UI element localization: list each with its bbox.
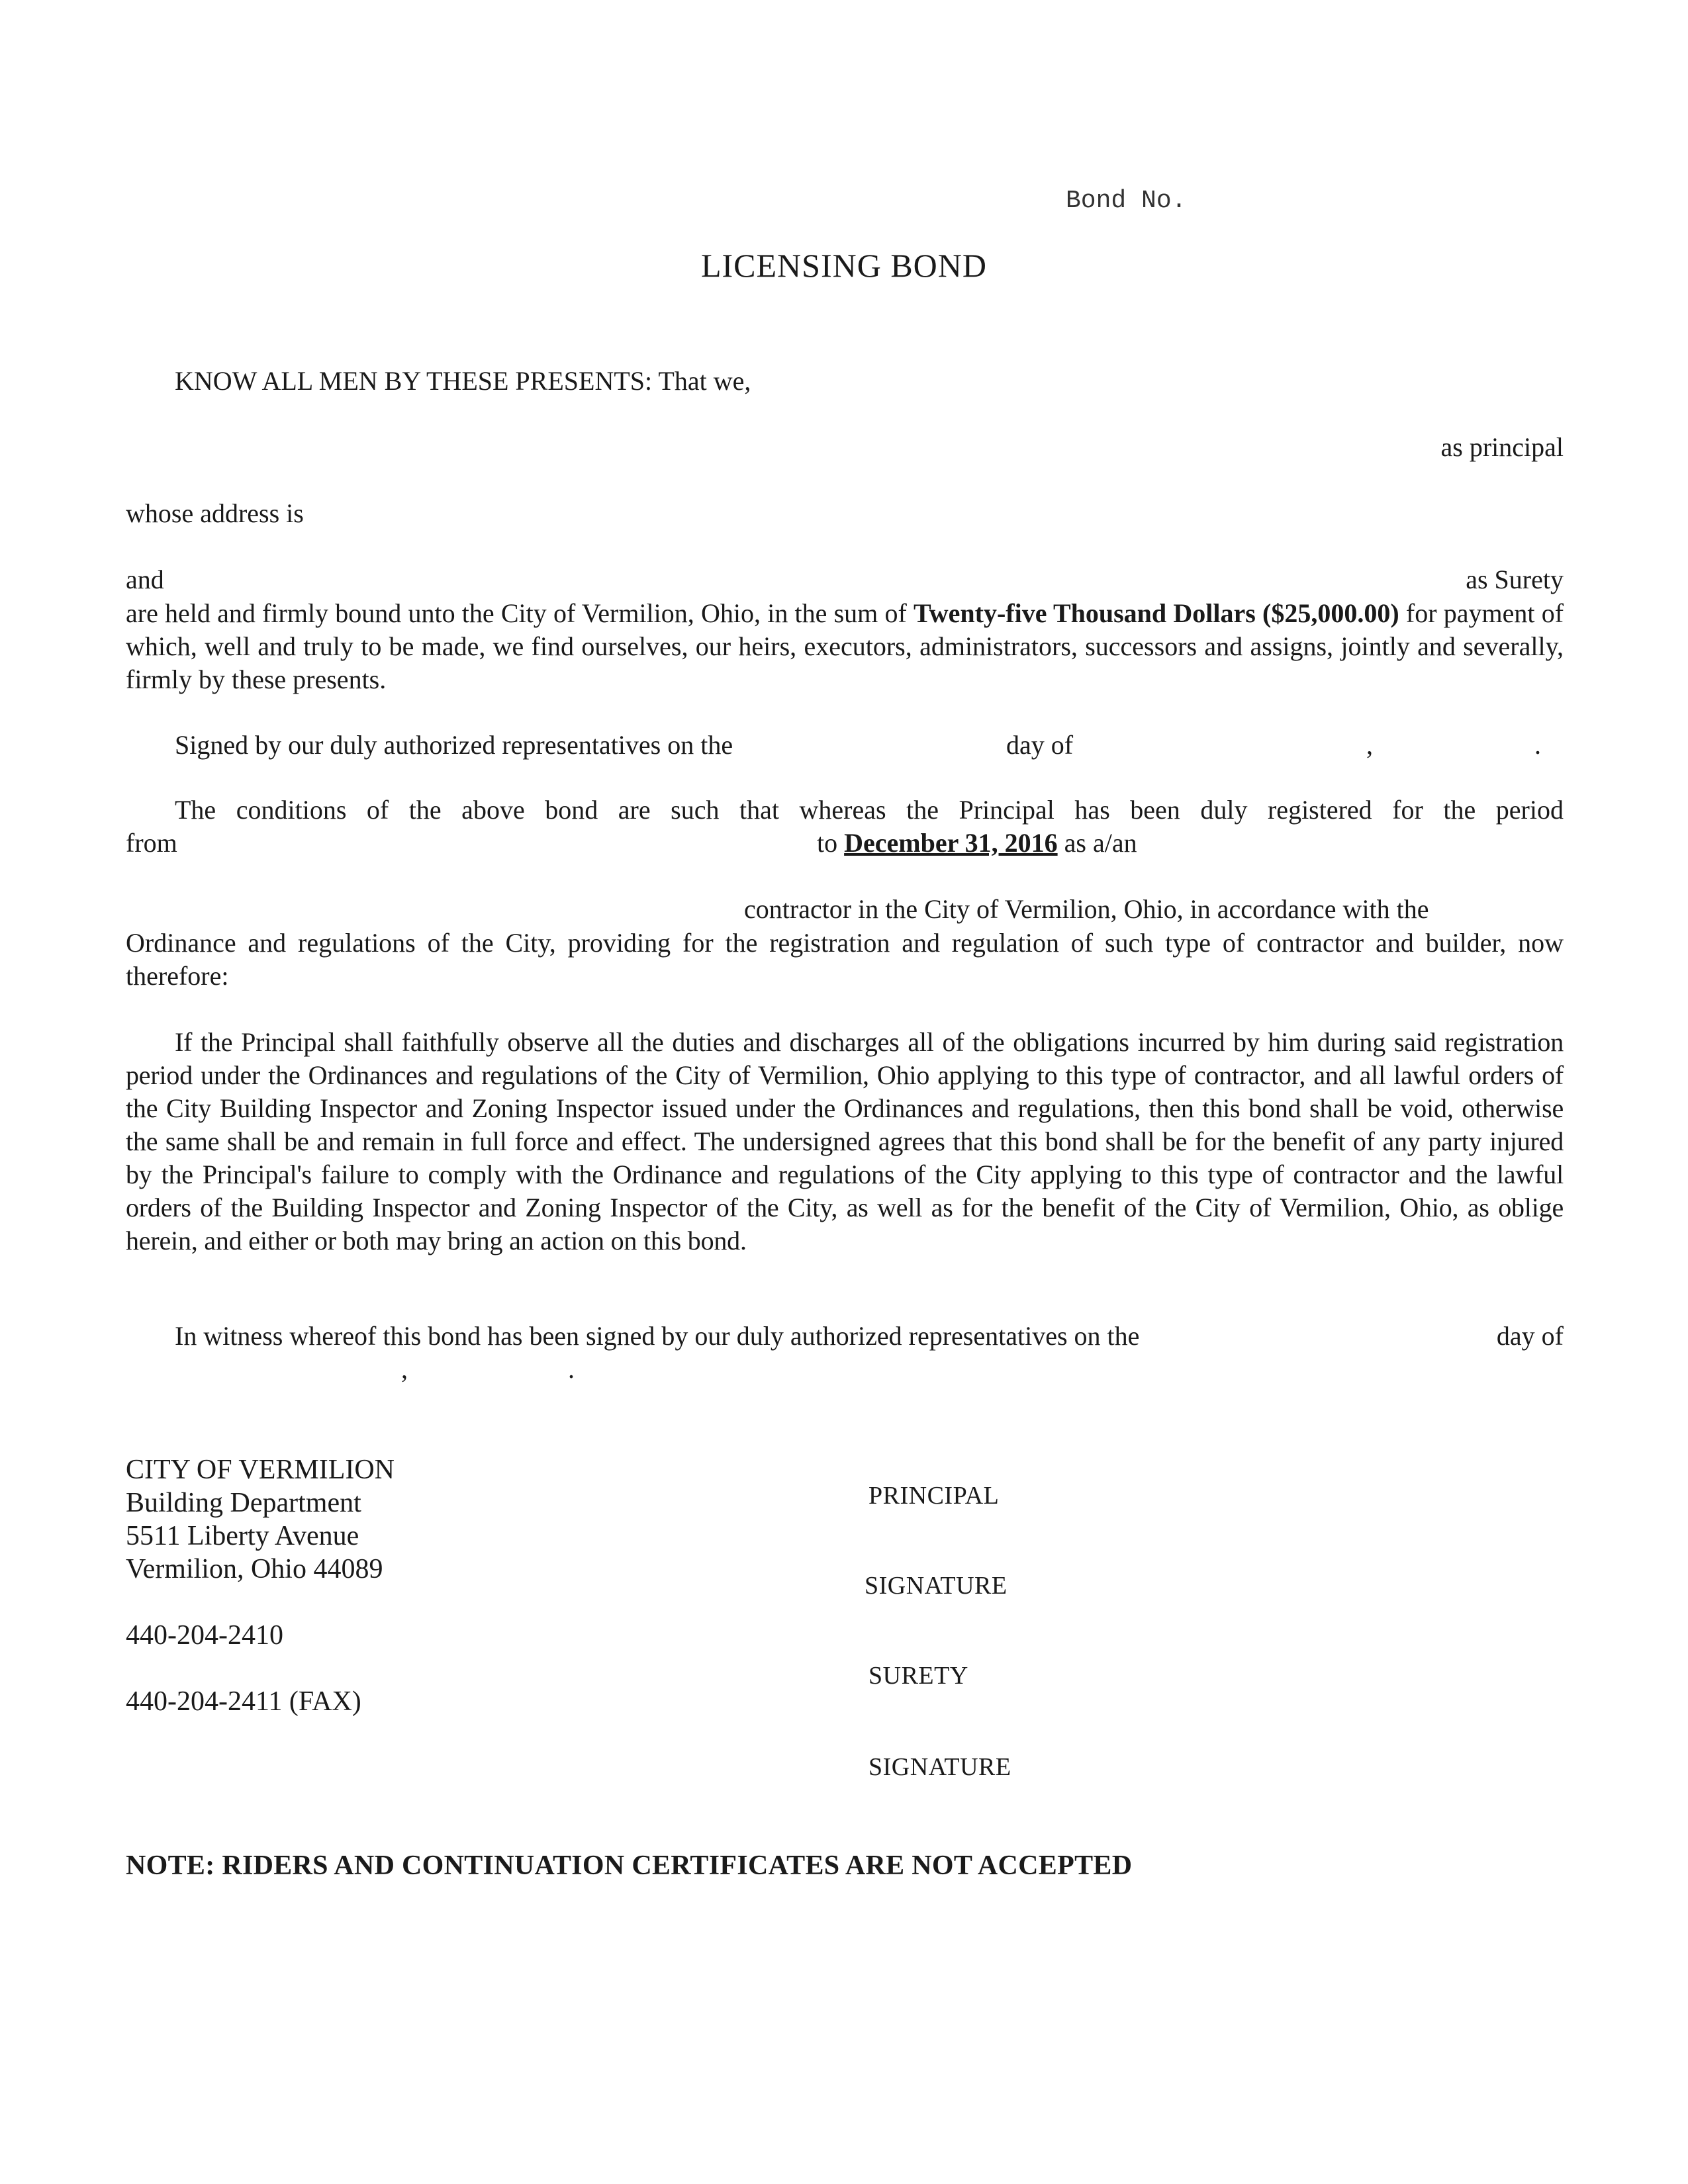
city-name: CITY OF VERMILION [126,1455,395,1485]
signed-day-of-text: day of [1006,730,1074,760]
signed-by-text: Signed by our duly authorized representatives on the [175,730,733,760]
city-state-zip: Vermilion, Ohio 44089 [126,1554,383,1584]
city-fax: 440-204-2411 (FAX) [126,1686,361,1717]
conditions-text-1: The conditions of the above bond are such that whereas the Principal has been duly registered for the period [175,795,1564,825]
as-surety-text: as Surety [1466,565,1564,594]
witness-text: In witness whereof this bond has been signed by our duly authorized representatives on the [175,1321,1140,1351]
conditions-to-line [817,827,1137,858]
principal-signature-label: SIGNATURE [865,1572,1008,1600]
city-street: 5511 Liberty Avenue [126,1521,359,1551]
amount-figures: ($25,000.00) [1262,598,1399,628]
whose-address-text: whose address is [126,498,304,528]
conditions-as-an: as a/an [1064,828,1137,858]
signed-period: . [1534,730,1541,760]
document-title: LICENSING BOND [700,247,988,284]
bound-text-2: for payment of which, well and truly to be made, we find ourselves, our heirs, executors, administrators, successors and assigns, jointly and severally, firmly by these presents. [126,598,1564,694]
conditions-from: from [126,828,177,858]
riders-note: NOTE: RIDERS AND CONTINUATION CERTIFICATES ARE NOT ACCEPTED [126,1850,1133,1881]
surety-label: SURETY [868,1662,968,1690]
amount-words: Twenty-five Thousand Dollars [914,598,1256,628]
bound-text-1: are held and firmly bound unto the City of Vermilion, Ohio, in the sum of [126,598,907,628]
know-all-men-text: KNOW ALL MEN BY THESE PRESENTS: That we, [175,366,751,396]
surety-signature-label: SIGNATURE [868,1753,1011,1781]
city-address-block [126,1453,395,1586]
bond-number-label: Bond No. [1066,187,1187,215]
city-department: Building Department [126,1488,361,1518]
conditions-to: to [817,828,838,858]
as-principal-text: as principal [1440,432,1564,462]
witness-comma: , [401,1354,408,1384]
contractor-text: contractor in the City of Vermilion, Ohio, in accordance with the [744,894,1429,924]
city-phone: 440-204-2410 [126,1620,283,1651]
obligation-paragraph: If the Principal shall faithfully observe all the duties and discharges all of the obligations incurred by him during said registration period under the Ordinances and regulations of the City of Vermilion, Ohio applying to this type of contractor, and all lawful orders of the City Building Inspector and Zoning Inspector issued under the Ordinances and regulations, then this bond shall be void, otherwise the same shall be and remain in full force and effect. The undersigned agrees that this bond shall be for the benefit of any party injured by the Principal's failure to comply with the Ordinance and regulations of the City applying to this type of contractor and the lawful orders of the Building Inspector and Zoning Inspector of the City, as well as for the benefit of the City of Vermilion, Ohio, as oblige herein, and either or both may bring an action on this bond. [126,1027,1564,1255]
witness-period: . [568,1354,575,1384]
conditions-text-2: Ordinance and regulations of the City, providing for the registration and regulation of such type of contractor and builder, now therefore: [126,928,1564,991]
bound-paragraph [126,597,1564,696]
and-text: and [126,565,164,594]
signed-comma: , [1366,730,1373,760]
principal-label: PRINCIPAL [868,1482,1000,1510]
registration-end-date: December 31, 2016 [844,828,1058,858]
witness-day-of: day of [1496,1321,1564,1351]
